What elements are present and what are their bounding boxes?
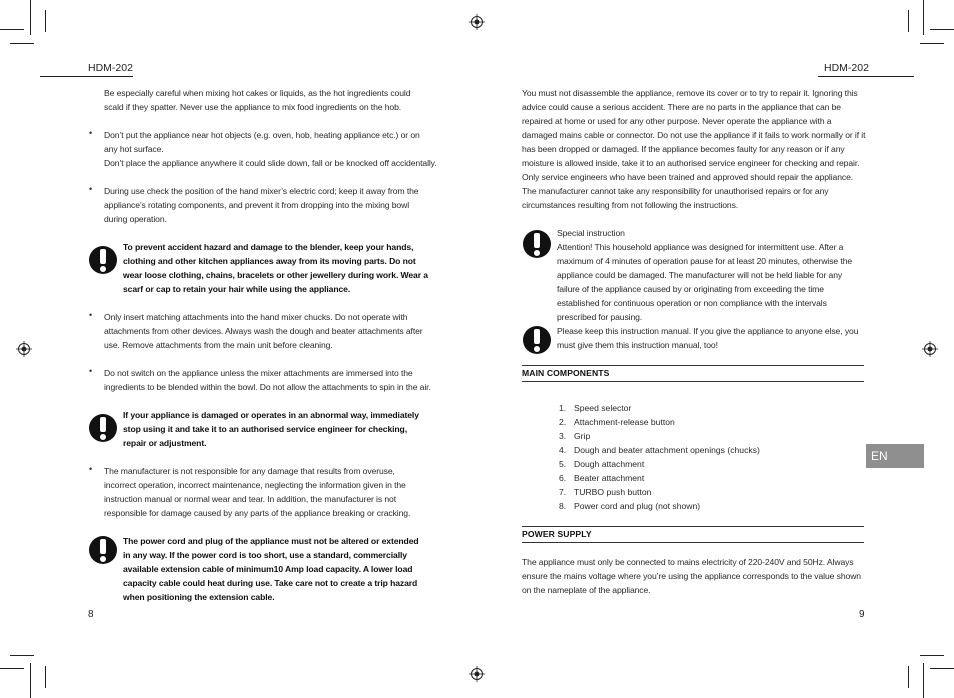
registration-mark-icon <box>469 14 485 30</box>
crop-mark <box>10 43 34 44</box>
registration-mark-icon <box>922 341 938 357</box>
left-header-rule <box>40 76 133 77</box>
left-paragraph: During use check the position of the hand mixer’s electric cord; keep it away from the appliance’s rotating components, and prevent it from dropping into the mixing bowl during operation. <box>104 186 419 224</box>
crop-mark <box>908 666 909 688</box>
warning-icon <box>89 534 117 566</box>
left-page-number: 8 <box>88 609 94 620</box>
right-page-number: 9 <box>859 609 865 620</box>
registration-mark-icon <box>469 666 485 682</box>
left-page-header: HDM-202 <box>88 62 133 74</box>
bullet-dot: • <box>89 310 93 320</box>
section-rule <box>522 365 864 366</box>
left-paragraph: The manufacturer is not responsible for any damage that results from overuse, incorrect operation, incorrect maintenance, neglecting the information given in the instruction manual or normal wear and tear. In addition, the manufacturer is not responsible for damage caused by any parts of the appliance breaking or cracking. <box>104 466 411 518</box>
crop-mark <box>930 29 954 30</box>
crop-mark <box>45 666 46 688</box>
power-supply-text: The appliance must only be connected to mains electricity of 220-240V and 50Hz. Always ensure the mains voltage where you’re using the appliance corresponds to the value shown on the nameplate of the appliance. <box>522 557 861 595</box>
section-rule <box>522 381 864 382</box>
main-components-title: MAIN COMPONENTS <box>522 368 610 378</box>
crop-mark <box>45 10 46 32</box>
warning-text: To prevent accident hazard and damage to the blender, keep your hands, clothing and other kitchen appliances away from its moving parts. Do not wear loose clothing, chains, bracelets or other jewellery during work. Wear a scarf or cap to retain your hair while using the appliance. <box>123 242 428 294</box>
warning-icon <box>89 244 117 276</box>
section-rule <box>522 526 864 527</box>
components-list <box>559 401 760 513</box>
crop-mark <box>923 0 924 35</box>
crop-mark <box>30 0 31 35</box>
left-paragraph: Only insert matching attachments into the hand mixer chucks. Do not operate with attachments from other devices. Always wash the dough and beater attachments after use. Remove attachments from the main unit before cleaning. <box>104 312 423 350</box>
bullet-dot: • <box>89 184 93 194</box>
special-instruction-text: Attention! This household appliance was designed for intermittent use. After a maximum of 4 minutes of operation pause for at least 20 minutes, otherwise the appliance could be damaged. The manufacturer will not be held liable for any failure of the appliance caused by or originating from exceeding the time established for continuous operation or non compliance with the intervals prescribed for pausing. <box>557 242 853 322</box>
bullet-dot: • <box>89 366 93 376</box>
right-paragraph: You must not disassemble the appliance, remove its cover or to try to repair it. Ignoring this advice could cause a serious accident. There are no parts in the appliance that can be repaired at home or used for any other purpose. Never operate the appliance with a damaged mains cable or connector. Do not use the appliance if it fails to work normally or if it has been dropped or damaged. If the appliance becomes faulty for any reason or if any moisture is allowed inside, take it to an authorised service engineer for checking and repair. Only service engineers who have been trained and approved should repair the appliance. The manufacturer cannot take any responsibility for unauthorised repairs or for any circumstances resulting from not following the instructions. <box>522 88 866 210</box>
warning-text: The power cord and plug of the appliance must not be altered or extended in any way. If the power cord is too short, use a standard, commercially available extension cable of minimum10 Amp load capacity. A lower load capacity cable could heat during use. Take care not to create a trip hazard when positioning the extension cable. <box>123 536 419 602</box>
list-item: 6. Beater attachment <box>559 473 645 483</box>
list-item: 3. Grip <box>559 431 591 441</box>
left-paragraph: Don’t place the appliance anywhere it could slide down, fall or be knocked off accidentally. <box>104 158 437 168</box>
crop-mark <box>920 655 944 656</box>
crop-mark <box>30 663 31 698</box>
crop-mark <box>908 10 909 32</box>
special-instruction-title: Special instruction <box>557 228 625 238</box>
crop-mark <box>923 663 924 698</box>
left-paragraph: Don’t put the appliance near hot objects (e.g. oven, hob, heating appliance etc.) or on any hot surface. <box>104 130 420 154</box>
warning-icon <box>89 412 117 444</box>
bullet-dot: • <box>89 464 93 474</box>
language-tab: EN <box>866 444 924 468</box>
crop-mark <box>0 668 24 669</box>
crop-mark <box>10 655 34 656</box>
list-item: 2. Attachment-release button <box>559 417 675 427</box>
keep-manual-text: Please keep this instruction manual. If you give the appliance to anyone else, you must give them this instruction manual, too! <box>557 326 859 350</box>
right-page-header: HDM-202 <box>824 62 869 74</box>
right-header-rule <box>818 76 914 77</box>
list-item: 4. Dough and beater attachment openings (chucks) <box>559 445 760 455</box>
power-supply-title: POWER SUPPLY <box>522 529 592 539</box>
crop-mark <box>920 43 944 44</box>
section-rule <box>522 542 864 543</box>
list-item: 5. Dough attachment <box>559 459 645 469</box>
warning-text: If your appliance is damaged or operates in an abnormal way, immediately stop using it and take it to an authorised service engineer for checking, repair or adjustment. <box>123 410 419 448</box>
crop-mark <box>0 29 24 30</box>
warning-icon <box>523 324 551 356</box>
left-paragraph: Do not switch on the appliance unless the mixer attachments are immersed into the ingredients to be blended within the bowl. Do not allow the attachments to spin in the air. <box>104 368 431 392</box>
left-paragraph: Be especially careful when mixing hot cakes or liquids, as the hot ingredients could scald if they spatter. Never use the appliance to mix food ingredients on the hob. <box>104 88 411 112</box>
warning-icon <box>523 228 551 260</box>
crop-mark <box>930 668 954 669</box>
list-item: 7. TURBO push button <box>559 487 652 497</box>
bullet-dot: • <box>89 128 93 138</box>
list-item: 8. Power cord and plug (not shown) <box>559 501 701 511</box>
list-item: 1. Speed selector <box>559 403 632 413</box>
registration-mark-icon <box>16 341 32 357</box>
